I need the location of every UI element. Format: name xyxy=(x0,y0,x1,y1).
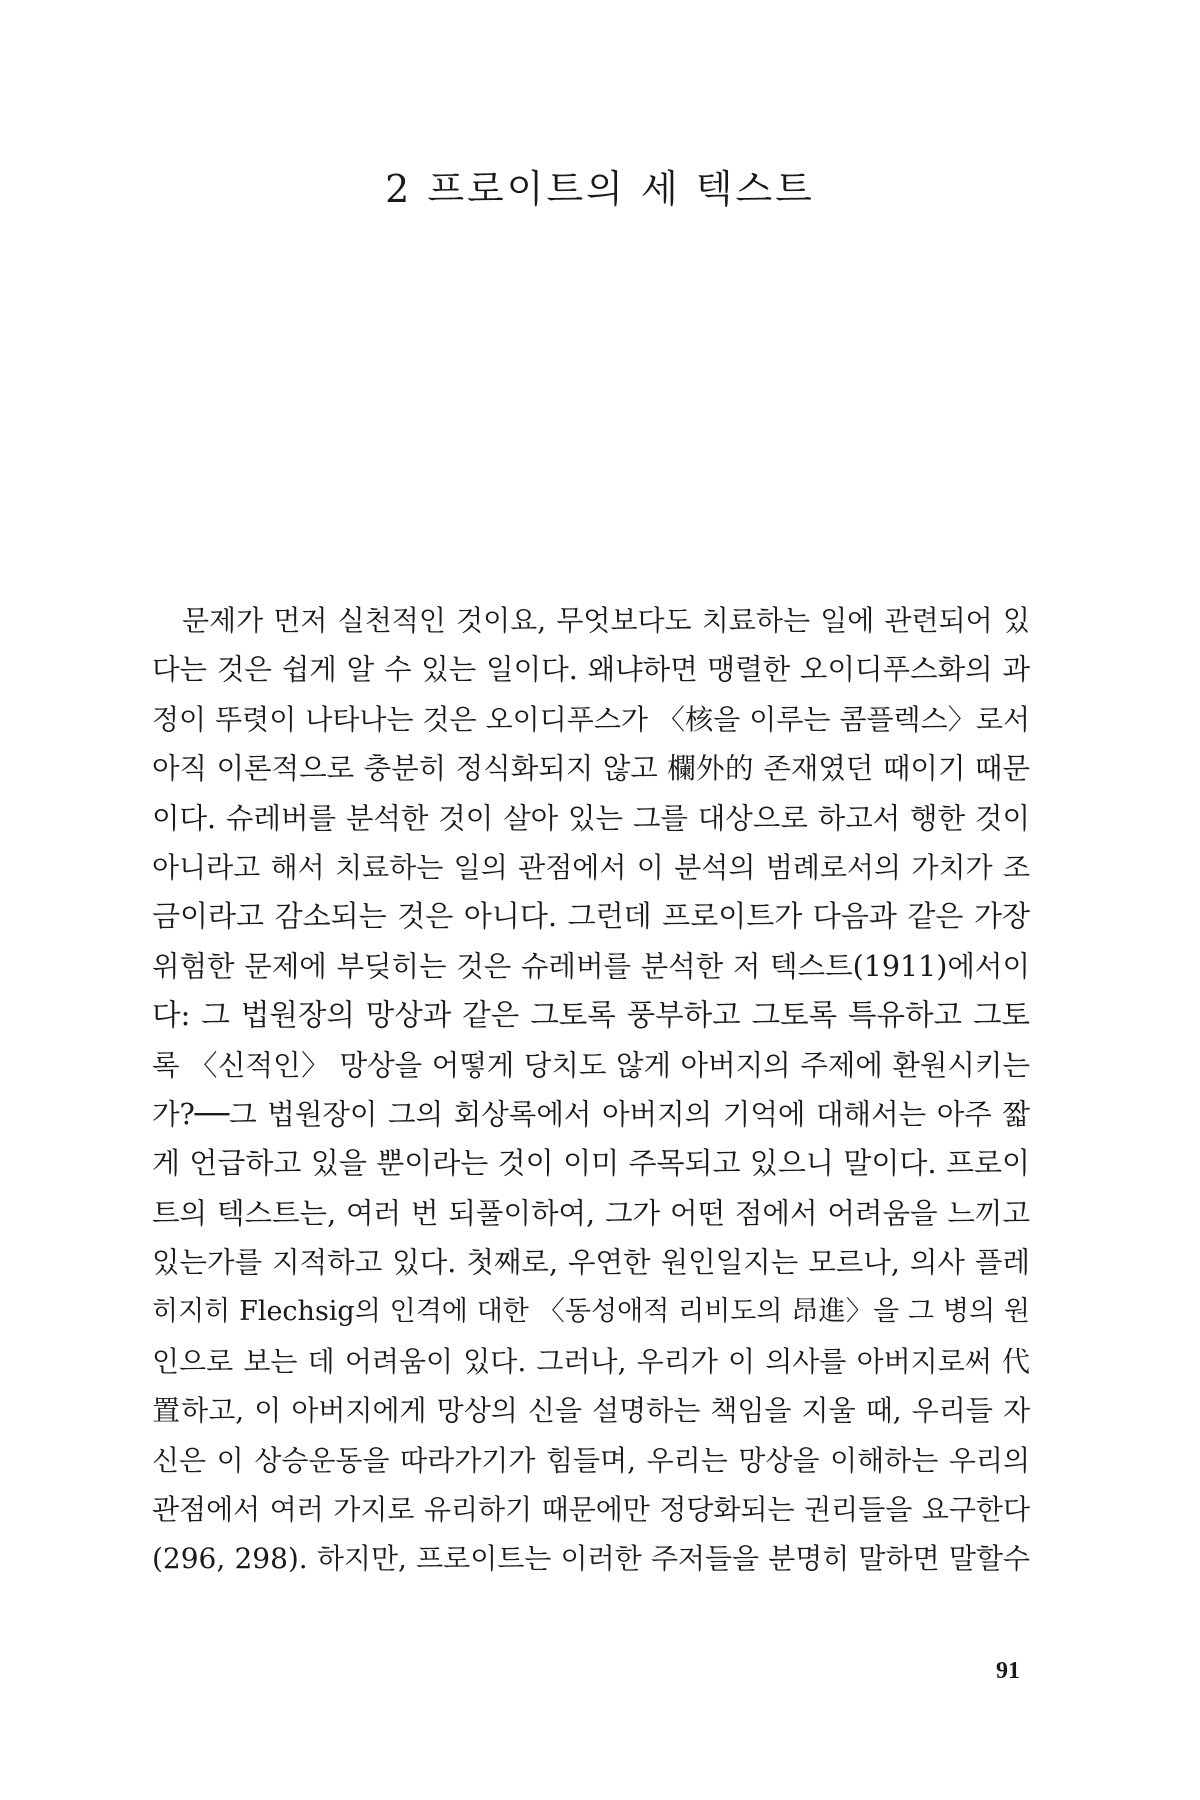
text-line: 아니라고 해서 치료하는 일의 관점에서 이 분석의 범례로서의 가치가 조 xyxy=(152,850,1030,884)
text-line: 신은 이 상승운동을 따라가기가 힘들며, 우리는 망상을 이해하는 우리의 xyxy=(152,1443,1030,1477)
text-line: 다는 것은 쉽게 알 수 있는 일이다. 왜냐하면 맹렬한 오이디푸스화의 과 xyxy=(152,653,1030,687)
text-line: 게 언급하고 있을 뿐이라는 것이 이미 주목되고 있으니 말이다. 프로이 xyxy=(152,1146,1030,1181)
text-line: 가?──그 법원장이 그의 회상록에서 아버지의 기억에 대해서는 아주 짧 xyxy=(152,1097,1030,1131)
text-line: (296, 298). 하지만, 프로이트는 이러한 주저들을 분명히 말하면 말할수 xyxy=(152,1542,1030,1576)
text-line: 금이라고 감소되는 것은 아니다. 그런데 프로이트가 다음과 같은 가장 xyxy=(152,899,1030,934)
text-line: 트의 텍스트는, 여러 번 되풀이하여, 그가 어떤 점에서 어려움을 느끼고 xyxy=(152,1196,1030,1230)
text-line: 인으로 보는 데 어려움이 있다. 그러나, 우리가 이 의사를 아버지로써 代 xyxy=(152,1344,1030,1378)
text-line: 置하고, 이 아버지에게 망상의 신을 설명하는 책임을 지울 때, 우리들 자 xyxy=(152,1394,1030,1428)
text-line: 관점에서 여러 가지로 유리하기 때문에만 정당화되는 권리들을 요구한다 xyxy=(152,1493,1030,1527)
text-line: 정이 뚜렷이 나타나는 것은 오이디푸스가 〈核을 이루는 콤플렉스〉로서 xyxy=(152,702,1030,736)
text-line: 아직 이론적으로 충분히 정식화되지 않고 欄外的 존재였던 때이기 때문 xyxy=(152,752,1030,786)
text-line: 있는가를 지적하고 있다. 첫째로, 우연한 원인일지는 모르나, 의사 플레 xyxy=(152,1246,1030,1280)
text-line: 다: 그 법원장의 망상과 같은 그토록 풍부하고 그토록 특유하고 그토 xyxy=(152,998,1030,1033)
chapter-title: 2 프로이트의 세 텍스트 xyxy=(385,167,815,211)
text-line: 히지히 Flechsig의 인격에 대한 〈동성애적 리비도의 昂進〉을 그 병의 원 xyxy=(152,1296,1030,1328)
text-line: 문제가 먼저 실천적인 것이요, 무엇보다도 치료하는 일에 관련되어 있 xyxy=(182,604,1030,637)
page-number: 91 xyxy=(996,1658,1020,1684)
body-text xyxy=(152,596,1030,1584)
text-line: 이다. 슈레버를 분석한 것이 살아 있는 그를 대상으로 하고서 행한 것이 xyxy=(152,801,1030,835)
text-line: 위험한 문제에 부딪히는 것은 슈레버를 분석한 저 텍스트(1911)에서이 xyxy=(152,949,1030,983)
text-line: 록 〈신적인〉 망상을 어떻게 당치도 않게 아버지의 주제에 환원시키는 xyxy=(152,1048,1030,1082)
